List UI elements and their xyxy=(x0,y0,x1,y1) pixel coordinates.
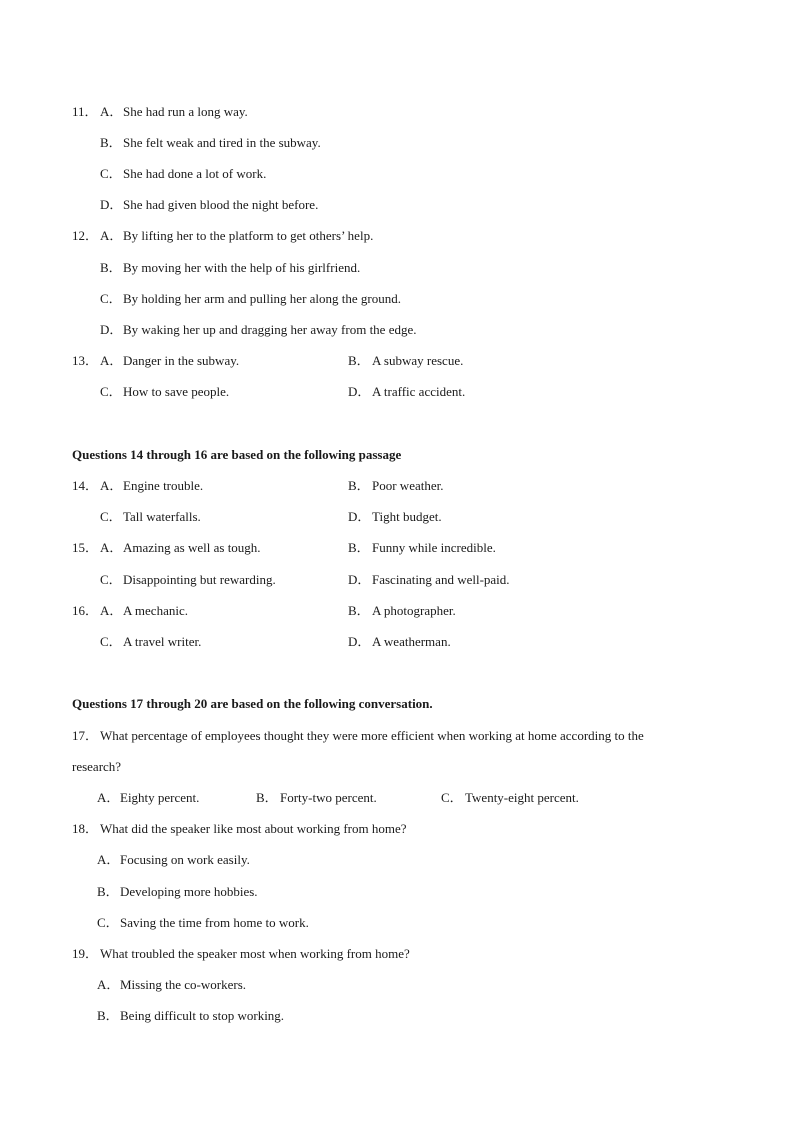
q19-option-a-letter: A． xyxy=(97,977,120,992)
q14-option-a-letter: A． xyxy=(100,478,123,493)
q15-option-a-letter: A． xyxy=(100,540,123,555)
q15-option-a-text: Amazing as well as tough. xyxy=(123,540,261,555)
q11-option-a-text: She had run a long way. xyxy=(123,104,248,119)
q19-option-a-text: Missing the co-workers. xyxy=(120,977,247,992)
q17-stem-line1: What percentage of employees thought they were more efficient when working at home according to the xyxy=(100,728,644,743)
q13-option-b-text: A subway rescue. xyxy=(372,353,464,368)
q14-option-b-text: Poor weather. xyxy=(372,478,444,493)
question-11-number: 11． xyxy=(72,104,98,119)
question-15-number: 15． xyxy=(72,540,99,555)
q17-option-b-text: Forty-two percent. xyxy=(280,790,377,805)
q12-option-b-letter: B． xyxy=(100,260,122,275)
q14-option-d-letter: D． xyxy=(348,509,371,524)
q19-stem: What troubled the speaker most when working from home? xyxy=(100,946,410,961)
q16-option-a-text: A mechanic. xyxy=(123,603,188,618)
question-16-number: 16． xyxy=(72,603,99,618)
q13-option-a-letter: A． xyxy=(100,353,123,368)
q12-option-a-letter: A． xyxy=(100,228,123,243)
question-13-number: 13． xyxy=(72,353,99,368)
q13-option-d-text: A traffic accident. xyxy=(372,384,466,399)
q12-option-b-text: By moving her with the help of his girlfriend. xyxy=(123,260,361,275)
q15-option-c-letter: C． xyxy=(100,572,122,587)
q18-option-a-letter: A． xyxy=(97,852,120,867)
q14-option-d-text: Tight budget. xyxy=(372,509,442,524)
q13-option-c-text: How to save people. xyxy=(123,384,230,399)
q11-option-d-letter: D． xyxy=(100,197,123,212)
q16-option-b-letter: B． xyxy=(348,603,370,618)
q13-option-d-letter: D． xyxy=(348,384,371,399)
q17-option-b-letter: B． xyxy=(256,790,278,805)
q18-option-a-text: Focusing on work easily. xyxy=(120,852,250,867)
q12-option-a-text: By lifting her to the platform to get others’ help. xyxy=(123,228,374,243)
question-19-number: 19． xyxy=(72,946,99,961)
q14-option-b-letter: B． xyxy=(348,478,370,493)
q11-option-b-text: She felt weak and tired in the subway. xyxy=(123,135,321,150)
q13-option-b-letter: B． xyxy=(348,353,370,368)
question-14-number: 14． xyxy=(72,478,99,493)
q11-option-c-text: She had done a lot of work. xyxy=(123,166,267,181)
q15-option-b-letter: B． xyxy=(348,540,370,555)
q15-option-d-text: Fascinating and well-paid. xyxy=(372,572,510,587)
q14-option-a-text: Engine trouble. xyxy=(123,478,204,493)
q16-option-a-letter: A． xyxy=(100,603,123,618)
q19-option-b-letter: B． xyxy=(97,1008,119,1023)
q16-option-c-letter: C． xyxy=(100,634,122,649)
q17-option-c-letter: C． xyxy=(441,790,463,805)
q18-option-b-letter: B． xyxy=(97,884,119,899)
q15-option-b-text: Funny while incredible. xyxy=(372,540,496,555)
q17-option-a-letter: A． xyxy=(97,790,120,805)
q15-option-d-letter: D． xyxy=(348,572,371,587)
q12-option-c-text: By holding her arm and pulling her along the ground. xyxy=(123,291,402,306)
q16-option-c-text: A travel writer. xyxy=(123,634,202,649)
q18-option-b-text: Developing more hobbies. xyxy=(120,884,258,899)
question-17-number: 17． xyxy=(72,728,99,743)
q17-stem-line2: research? xyxy=(72,759,122,774)
q14-option-c-text: Tall waterfalls. xyxy=(123,509,201,524)
question-12-number: 12． xyxy=(72,228,99,243)
q12-option-d-text: By waking her up and dragging her away from the edge. xyxy=(123,322,417,337)
q16-option-d-text: A weatherman. xyxy=(372,634,451,649)
q12-option-d-letter: D． xyxy=(100,322,123,337)
q18-option-c-text: Saving the time from home to work. xyxy=(120,915,309,930)
q16-option-d-letter: D． xyxy=(348,634,371,649)
q19-option-b-text: Being difficult to stop working. xyxy=(120,1008,285,1023)
section-heading-conversation: Questions 17 through 20 are based on the following conversation. xyxy=(72,696,433,711)
question-18-number: 18． xyxy=(72,821,99,836)
q14-option-c-letter: C． xyxy=(100,509,122,524)
q11-option-b-letter: B． xyxy=(100,135,122,150)
q18-stem: What did the speaker like most about working from home? xyxy=(100,821,407,836)
q17-option-a-text: Eighty percent. xyxy=(120,790,200,805)
q13-option-c-letter: C． xyxy=(100,384,122,399)
q11-option-c-letter: C． xyxy=(100,166,122,181)
q13-option-a-text: Danger in the subway. xyxy=(123,353,240,368)
q15-option-c-text: Disappointing but rewarding. xyxy=(123,572,276,587)
section-heading-passage: Questions 14 through 16 are based on the following passage xyxy=(72,447,402,462)
q16-option-b-text: A photographer. xyxy=(372,603,456,618)
q12-option-c-letter: C． xyxy=(100,291,122,306)
q11-option-a-letter: A． xyxy=(100,104,123,119)
q11-option-d-text: She had given blood the night before. xyxy=(123,197,319,212)
q17-option-c-text: Twenty-eight percent. xyxy=(465,790,579,805)
q18-option-c-letter: C． xyxy=(97,915,119,930)
